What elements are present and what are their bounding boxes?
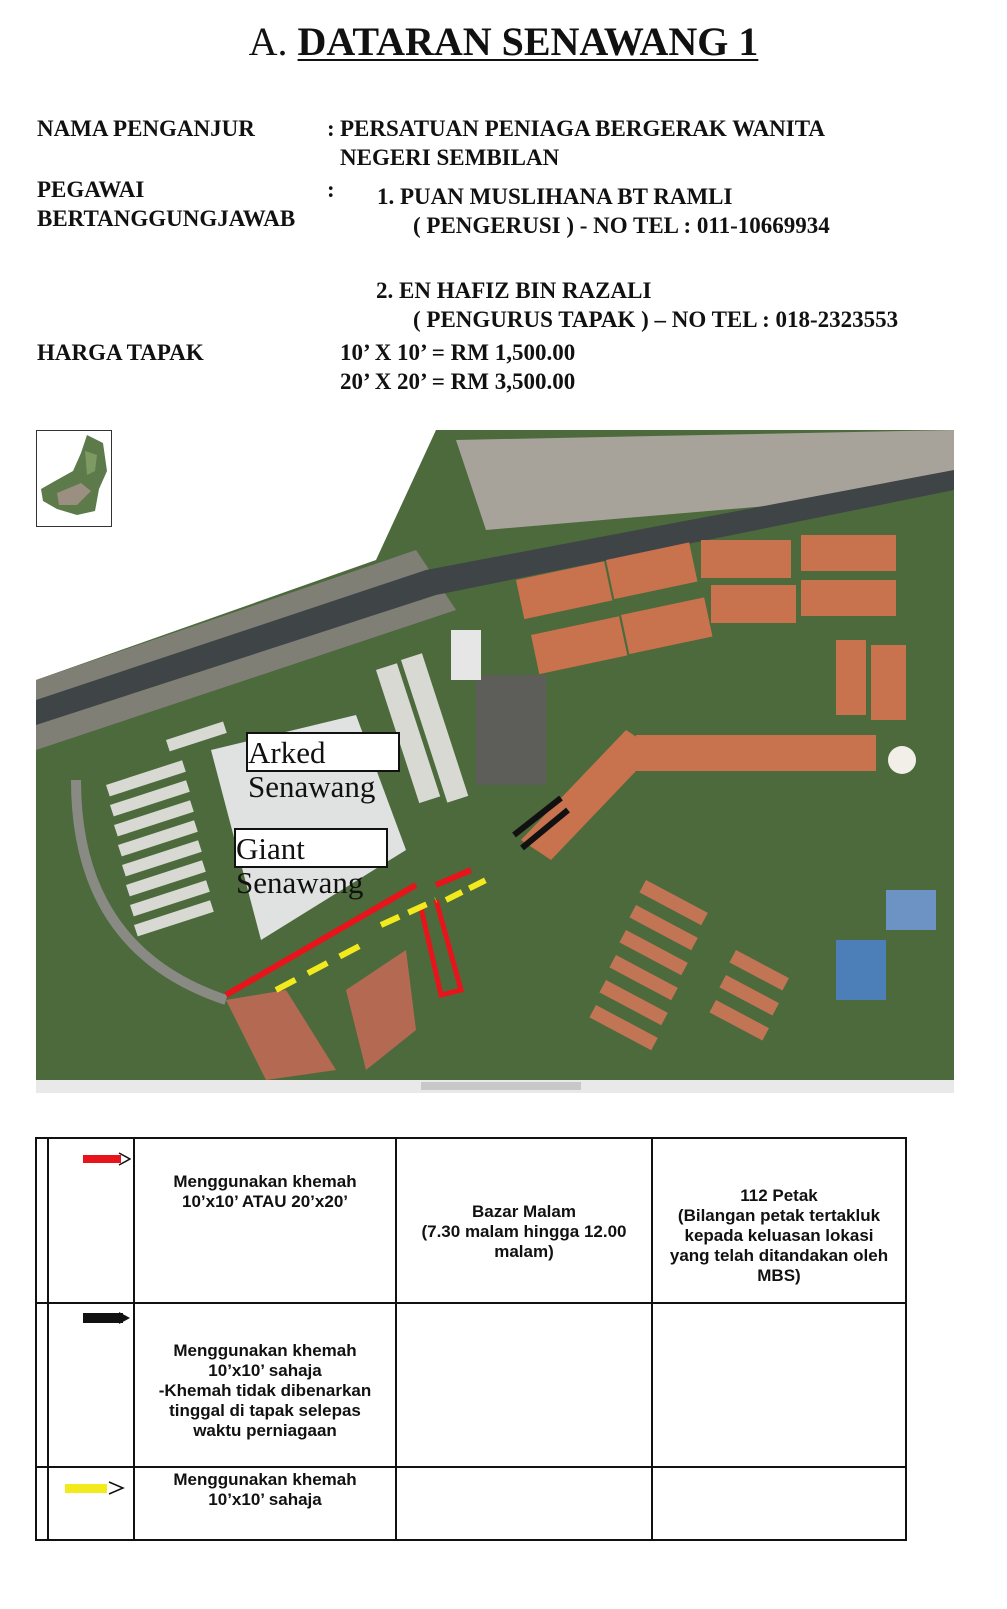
organizer-label: NAMA PENGANJUR (37, 116, 255, 141)
yellow-arrow-icon (65, 1480, 125, 1496)
giant-label (236, 832, 363, 900)
empty-cell (652, 1467, 906, 1540)
legend-spacer-cell (36, 1138, 48, 1303)
legend-desc-black-line3: -Khemah tidak dibenarkan (158, 1381, 372, 1400)
legend-desc-red (134, 1138, 396, 1303)
page-title (0, 18, 1007, 65)
empty-cell (396, 1467, 652, 1540)
aerial-map (36, 430, 954, 1093)
legend-table (35, 1137, 907, 1541)
officer-2-name: 2. EN HAFIZ BIN RAZALI (376, 278, 652, 303)
legend-swatch-yellow (48, 1467, 134, 1540)
inset-map (36, 430, 112, 527)
officers-label (37, 175, 295, 233)
legend-row-black (36, 1303, 906, 1467)
legend-desc-red-line2: 10’x10’ ATAU 20’x20’ (181, 1192, 348, 1211)
lots-line5: MBS) (757, 1265, 801, 1285)
legend-desc-black-line5: waktu perniagaan (193, 1421, 337, 1440)
legend-spacer-cell (36, 1303, 48, 1467)
officers-colon: : (327, 177, 335, 202)
aerial-map-image (36, 430, 954, 1093)
officers-label-line1: PEGAWAI (37, 177, 145, 202)
officer-2-detail: ( PENGURUS TAPAK ) – NO TEL : 018-2323553 (413, 307, 899, 332)
lots-cell (652, 1138, 906, 1303)
price-values (340, 338, 575, 396)
legend-row-yellow (36, 1467, 906, 1540)
officers-label-line2: BERTANGGUNGJAWAB (37, 206, 296, 231)
legend-desc-yellow-line2: 10’x10’ sahaja (208, 1490, 322, 1509)
legend-desc-yellow (134, 1467, 396, 1540)
lots-line3: kepada keluasan lokasi (684, 1225, 874, 1245)
legend-row-red (36, 1138, 906, 1303)
legend-desc-yellow-line1: Menggunakan khemah (173, 1470, 357, 1489)
lots-line1: 112 Petak (740, 1185, 818, 1205)
empty-cell (652, 1303, 906, 1467)
title-prefix: A. (248, 19, 288, 64)
event-line3: malam) (494, 1241, 554, 1261)
arked-label-line2: Senawang (248, 769, 376, 804)
price-line2: 20’ X 20’ = RM 3,500.00 (340, 369, 576, 394)
title-main: DATARAN SENAWANG 1 (297, 19, 759, 64)
officer-1-name: 1. PUAN MUSLIHANA BT RAMLI (377, 184, 733, 209)
legend-desc-black-line4: tinggal di tapak selepas (169, 1401, 361, 1420)
red-arrow-icon (83, 1151, 131, 1167)
arked-label-line1: Arked (248, 735, 326, 770)
event-line1: Bazar Malam (472, 1201, 576, 1221)
price-label: HARGA TAPAK (37, 340, 204, 365)
organizer-colon: : (327, 116, 335, 141)
organizer-line2: NEGERI SEMBILAN (340, 145, 560, 170)
event-cell (396, 1138, 652, 1303)
lots-line2: (Bilangan petak tertakluk (677, 1205, 881, 1225)
event-line2: (7.30 malam hingga 12.00 (421, 1221, 627, 1241)
black-arrow-icon (83, 1310, 131, 1326)
legend-desc-black-line2: 10’x10’ sahaja (208, 1361, 322, 1380)
legend-swatch-red (48, 1138, 134, 1303)
price-line1: 10’ X 10’ = RM 1,500.00 (340, 340, 576, 365)
officer-1-detail: ( PENGERUSI ) - NO TEL : 011-10669934 (413, 213, 830, 238)
arked-label (248, 736, 375, 804)
inset-map-shape (37, 431, 111, 526)
organizer-line1: PERSATUAN PENIAGA BERGERAK WANITA (340, 116, 825, 141)
lots-line4: yang telah ditandakan oleh (669, 1245, 889, 1265)
legend-desc-black-line1: Menggunakan khemah (173, 1341, 357, 1360)
legend-desc-black (134, 1303, 396, 1467)
organizer-value (340, 114, 825, 172)
legend-desc-red-line1: Menggunakan khemah (173, 1172, 357, 1191)
legend-spacer-cell (36, 1467, 48, 1540)
legend-swatch-black (48, 1303, 134, 1467)
giant-label-line1: Giant (236, 831, 305, 866)
giant-label-line2: Senawang (236, 865, 364, 900)
empty-cell (396, 1303, 652, 1467)
